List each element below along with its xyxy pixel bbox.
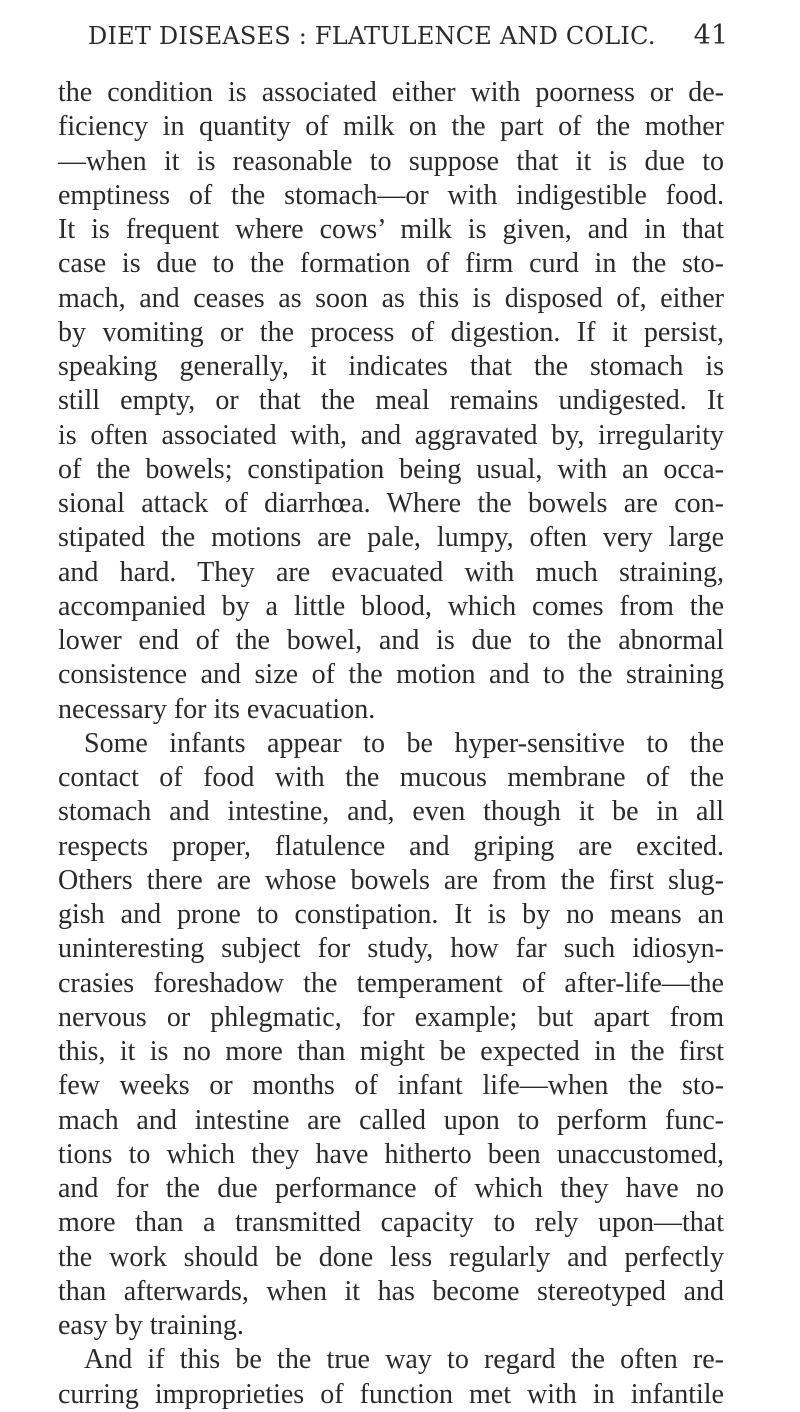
text-line: the work should be done less regularly and perfectly (58, 1241, 724, 1273)
text-line: more than a transmitted capacity to rely upon—that (58, 1207, 724, 1239)
text-line: ficiency in quantity of milk on the part of the mother (58, 111, 724, 143)
text-line: and hard. They are evacuated with much straining, (58, 556, 724, 588)
text-line: few weeks or months of infant life—when the sto- (58, 1070, 724, 1102)
text-line: sional attack of diarrhœa. Where the bowels are con- (58, 488, 724, 519)
text-line: nervous or phlegmatic, for example; but apart from (58, 1001, 724, 1033)
text-line: It is frequent where cows’ milk is given, and in that (58, 214, 724, 245)
text-line: and for the due performance of which they have no (58, 1173, 724, 1204)
running-head (88, 22, 728, 62)
text-line: consistence and size of the motion and to the straining (58, 659, 724, 691)
page-number: 41 (693, 20, 728, 51)
text-line: Others there are whose bowels are from the first slug- (58, 864, 724, 896)
text-line: respects proper, flatulence and griping are excited. (58, 830, 724, 862)
text-line: speaking generally, it indicates that the stomach is (58, 351, 724, 382)
text-line: of the bowels; constipation being usual, with an occa- (58, 453, 724, 485)
text-line: stipated the motions are pale, lumpy, often very large (58, 522, 724, 554)
text-line: easy by training. (58, 1310, 244, 1341)
text-line: still empty, or that the meal remains undigested. It (58, 385, 724, 417)
text-line: by vomiting or the process of digestion. If it persist, (58, 316, 724, 348)
text-line: this, it is no more than might be expected in the first (58, 1036, 724, 1067)
body-text (58, 76, 724, 1412)
text-line: Some infants appear to be hyper-sensitive to the (84, 727, 724, 759)
text-line: is often associated with, and aggravated by, irregularity (58, 419, 724, 451)
text-line: tions to which they have hitherto been unaccustomed, (58, 1138, 724, 1170)
text-line: stomach and intestine, and, even though it be in all (58, 796, 724, 828)
text-line: —when it is reasonable to suppose that it is due to (58, 145, 724, 177)
running-title: DIET DISEASES : FLATULENCE AND COLIC. (88, 22, 656, 50)
text-line: lower end of the bowel, and is due to the abnormal (58, 625, 724, 656)
text-line: mach and intestine are called upon to perform func- (58, 1104, 724, 1136)
text-line: uninteresting subject for study, how far such idiosyn- (58, 933, 724, 965)
text-line: And if this be the true way to regard the often re- (84, 1344, 724, 1376)
text-line: than afterwards, when it has become stereotyped and (58, 1275, 724, 1307)
text-line: accompanied by a little blood, which comes from the (58, 590, 724, 622)
text-line: contact of food with the mucous membrane of the (58, 762, 724, 793)
text-line: gish and prone to constipation. It is by no means an (58, 899, 724, 930)
text-line: the condition is associated either with poorness or de- (58, 77, 724, 108)
text-line: curring improprieties of function met with in infantile (58, 1378, 724, 1410)
text-line: necessary for its evacuation. (58, 693, 376, 725)
text-line: mach, and ceases as soon as this is disposed of, either (58, 282, 724, 314)
text-line: crasies foreshadow the temperament of after-life—the (58, 967, 724, 999)
text-line: case is due to the formation of firm curd in the sto- (58, 248, 724, 280)
text-line: emptiness of the stomach—or with indigestible food. (58, 179, 724, 211)
